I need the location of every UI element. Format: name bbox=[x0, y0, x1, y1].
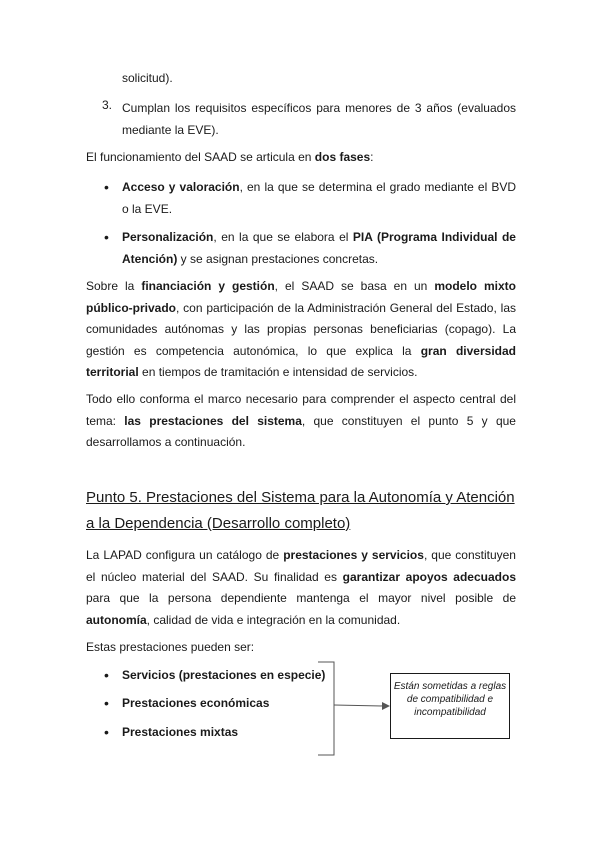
arrow-head bbox=[382, 702, 390, 710]
section-heading: Punto 5. Prestaciones del Sistema para la Autonomía y Atención a la Dependencia (Desarrollo completo) bbox=[86, 489, 515, 532]
bullet-icon: • bbox=[104, 724, 109, 740]
bracket-line bbox=[318, 662, 334, 755]
bullet-icon: • bbox=[104, 667, 109, 683]
lapad-paragraph: La LAPAD configura un catálogo de prestaciones y servicios, que constituyen el núcleo material del SAAD. Su finalidad es garantizar apoyos adecuados para que la persona dependiente mantenga el mayor nivel posible de autonomía, calidad de vida e integración en la comunidad. bbox=[86, 548, 516, 627]
compatibility-note-box: Están sometidas a reglas de compatibilidad e incompatibilidad bbox=[390, 673, 510, 739]
arrow-line bbox=[334, 705, 385, 706]
financiacion-paragraph: Sobre la financiación y gestión, el SAAD se basa en un modelo mixto público-privado, con participación de la Administración General del Estado, las comunidades autónomas y las propias personas beneficiarias (copago). La gestión es competencia autonómica, lo que explica la gran diversidad territorial en tiempos de tramitación e intensidad de servicios. bbox=[86, 279, 516, 379]
bullet-text: Acceso y valoración, en la que se determina el grado mediante el BVD o la EVE. bbox=[122, 180, 516, 216]
bullet-text: Personalización, en la que se elabora el PIA (Programa Individual de Atención) y se asignan prestaciones concretas. bbox=[122, 230, 516, 266]
fases-lead: El funcionamiento del SAAD se articula en dos fases: bbox=[86, 150, 374, 164]
continuation-text: solicitud). bbox=[122, 71, 173, 85]
bullet-icon: • bbox=[104, 695, 109, 711]
item-text: Cumplan los requisitos específicos para menores de 3 años (evaluados mediante la EVE). bbox=[122, 101, 516, 137]
prestaciones-intro: Estas prestaciones pueden ser: bbox=[86, 640, 255, 654]
item-number: 3. bbox=[102, 98, 113, 112]
prestacion-label: Prestaciones económicas bbox=[122, 696, 270, 710]
marco-paragraph: Todo ello conforma el marco necesario para comprender el aspecto central del tema: las prestaciones del sistema, que constituyen el punto 5 y que desarrollamos a continuación. bbox=[86, 392, 516, 449]
bullet-icon: • bbox=[104, 179, 109, 195]
prestacion-label: Prestaciones mixtas bbox=[122, 725, 239, 739]
prestacion-label: Servicios (prestaciones en especie) bbox=[122, 668, 326, 682]
bullet-icon: • bbox=[104, 229, 109, 245]
